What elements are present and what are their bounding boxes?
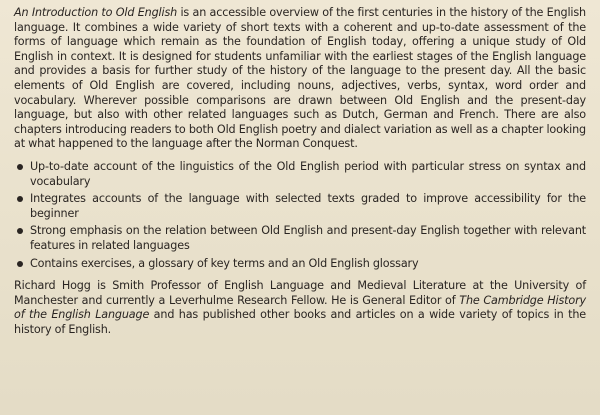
author-bio-part1: Richard Hogg is Smith Professor of English Language and Medieval Literature at the University of Manchester and currently a Leverhulme Research Fellow. He is General Editor of	[14, 279, 586, 307]
feature-item	[14, 224, 586, 253]
feature-text: Up-to-date account of the linguistics of the Old English period with particular stress on syntax and vocabulary	[30, 159, 586, 188]
feature-text: Integrates accounts of the language with selected texts graded to improve accessibility for the beginner	[30, 192, 586, 220]
feature-item	[14, 257, 586, 272]
author-bio-part2: and has published other books and articles on a wide variety of topics in the history of English.	[14, 308, 586, 336]
feature-text: Contains exercises, a glossary of key terms and an Old English glossary	[30, 256, 419, 270]
description-body: is an accessible overview of the first centuries in the history of the English language. It combines a wide variety of short texts with a coherent and up-to-date assessment of the forms of language which remain as the foundation of English today, offering a unique study of Old English in context. It is designed for students unfamiliar with the earliest stages of the English language and provides a basis for further study of the history of the language to the present day. All the basic elements of Old English are covered, including nouns, adjectives, verbs, syntax, word order and vocabulary. Wherever possible comparisons are drawn between Old English and the present-day language, but also with other related languages such as Dutch, German and French. There are also chapters introducing readers to both Old English poetry and dialect variation as well as a chapter looking at what happened to the language after the Norman Conquest.	[14, 6, 586, 151]
author-bio	[14, 279, 586, 337]
feature-list	[14, 160, 586, 271]
book-title: An Introduction to Old English	[14, 6, 178, 19]
bullet-icon	[17, 164, 23, 170]
book-description	[14, 6, 586, 152]
feature-item	[14, 192, 586, 221]
series-title: The Cambridge History of the English Language	[14, 293, 586, 322]
feature-item	[14, 160, 586, 189]
feature-text: Strong emphasis on the relation between Old English and present-day English together with relevant features in related languages	[30, 224, 586, 252]
bullet-icon	[17, 228, 23, 234]
bullet-icon	[17, 261, 23, 267]
bullet-icon	[17, 196, 23, 202]
